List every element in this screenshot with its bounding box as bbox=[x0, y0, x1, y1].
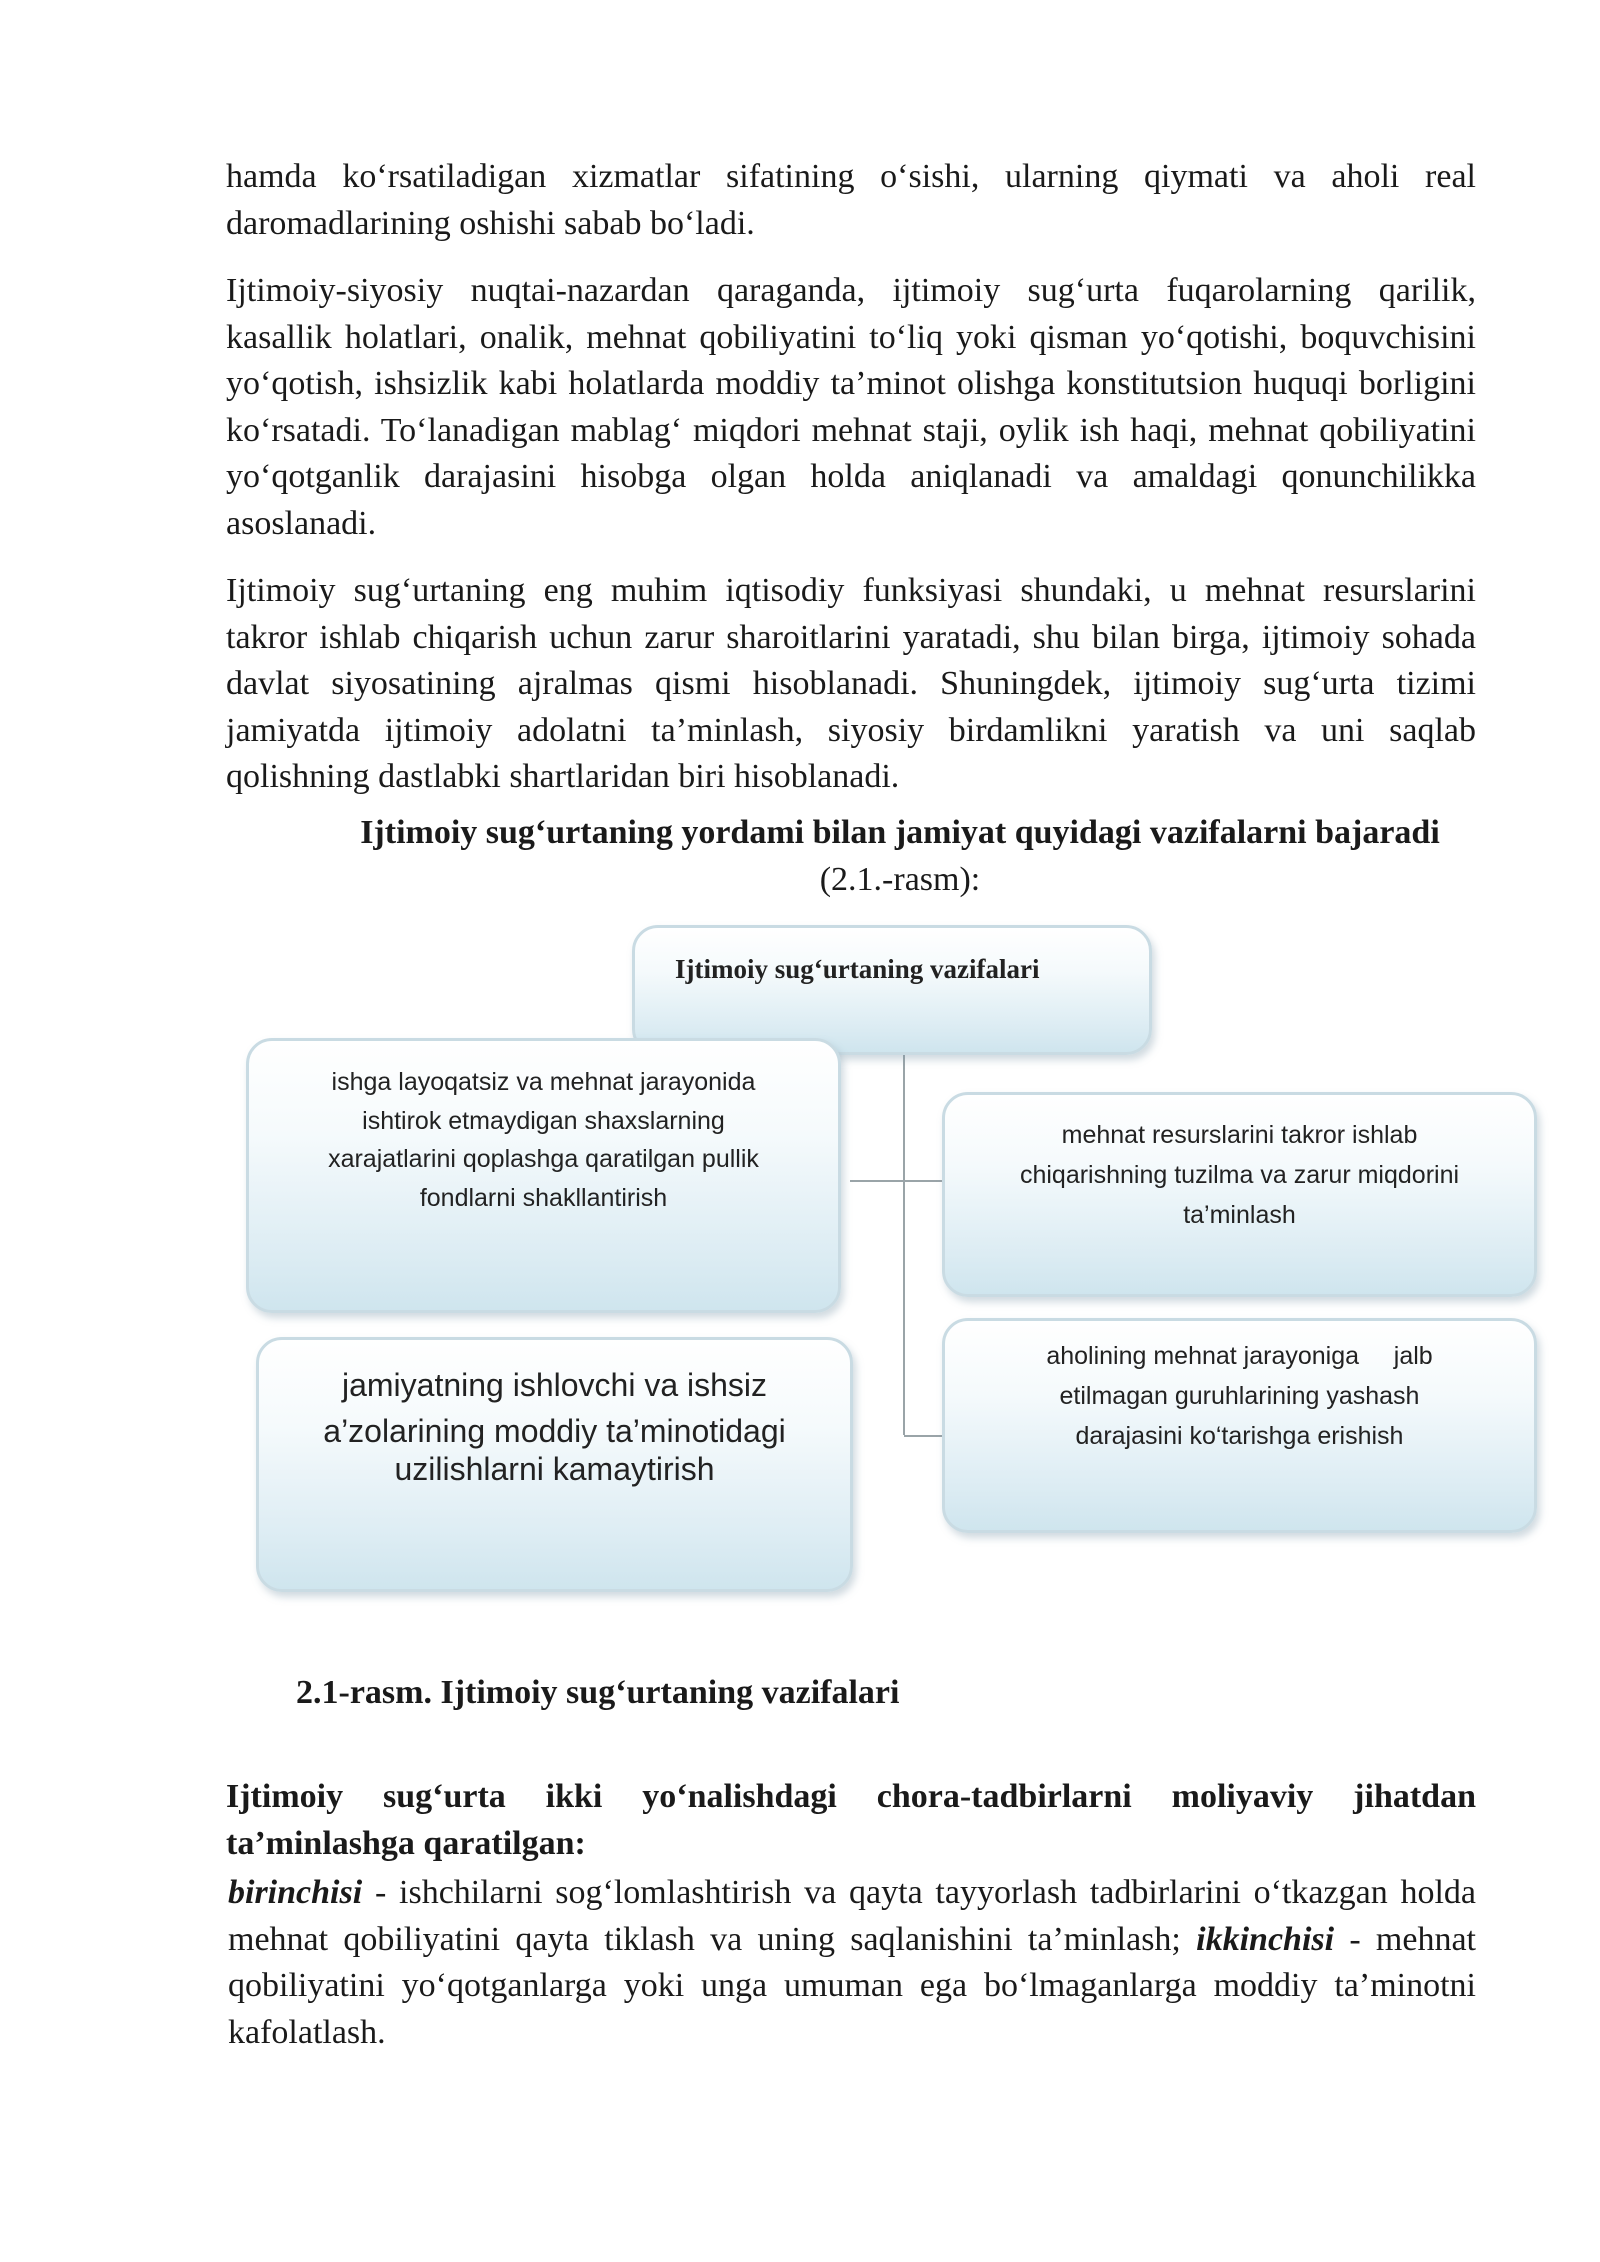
diagram-root-box bbox=[632, 925, 1152, 1055]
paragraph-2: Ijtimoiy-siyosiy nuqtai-nazardan qaraganda, ijtimoiy sug‘urta fuqarolarning qarilik, kasallik holatlari, onalik, mehnat qobiliyatini to‘liq yoki qisman yo‘qotishi, boquvchisini yo‘qotish, ishsizlik kabi holatlarda moddiy ta’minot olishga konstitutsion huquqi borligini ko‘rsatadi. To‘lanadigan mablag‘ miqdori mehnat staji, oylik ish haqi, mehnat qobiliyatini yo‘qotganlik darajasini hisobga olgan holda aniqlanadi va amaldagi qonunchilikka asoslanadi. bbox=[226, 272, 1476, 542]
diagram-box-bottom-left bbox=[256, 1337, 853, 1592]
box-bottom-left-line-2: a’zolarining moddiy ta’minotidagi bbox=[323, 1413, 786, 1449]
box-top-right-line-3: ta’minlash bbox=[1183, 1201, 1296, 1229]
box-bottom-right-line-2: etilmagan guruhlarining yashash bbox=[1059, 1382, 1420, 1410]
box-bottom-right-line-1: aholining mehnat jarayoniga jalb bbox=[1046, 1342, 1433, 1370]
section-heading bbox=[330, 809, 1470, 903]
term-birinchisi: birinchisi bbox=[228, 1874, 363, 1911]
section-heading-ref: (2.1.-rasm): bbox=[819, 861, 981, 898]
second-text: - mehnat qobiliyatini yo‘qotganlarga yoki unga umuman ega bo‘lmaganlarga moddiy ta’minotni kafolatlash. bbox=[228, 1920, 1476, 2051]
diagram-root-label: Ijtimoiy sug‘urtaning vazifalari bbox=[675, 954, 1040, 984]
box-bottom-left-line-3: uzilishlarni kamaytirish bbox=[394, 1451, 715, 1487]
paragraph-1: hamda ko‘rsatiladigan xizmatlar sifatining o‘sishi, ularning qiymati va aholi real daromadlarining oshishi sabab bo‘ladi. bbox=[226, 158, 1476, 242]
box-top-left-line-3: xarajatlarini qoplashga qaratilgan pullik bbox=[328, 1145, 759, 1173]
connector-top-left bbox=[850, 1180, 904, 1182]
diagram-box-bottom-right bbox=[942, 1318, 1537, 1533]
box-top-right-line-2: chiqarishning tuzilma va zarur miqdorini bbox=[1019, 1161, 1460, 1189]
section-heading-bold: Ijtimoiy sug‘urtaning yordami bilan jamiyat quyidagi vazifalarni bajaradi bbox=[360, 814, 1440, 851]
box-top-right-line-1: mehnat resurslarini takror ishlab bbox=[1061, 1121, 1418, 1149]
connector-bottom-right bbox=[904, 1435, 944, 1437]
closing-paragraph bbox=[228, 1870, 1476, 2056]
closing-intro bbox=[226, 1774, 1476, 1867]
box-bottom-right-line-3: darajasini ko‘tarishga erishish bbox=[1075, 1422, 1404, 1450]
box-top-left-line-2: ishtirok etmaydigan shaxslarning bbox=[362, 1106, 725, 1135]
term-ikkinchisi: ikkinchisi bbox=[1196, 1920, 1335, 1958]
figure-caption: 2.1-rasm. Ijtimoiy sug‘urtaning vazifalari bbox=[296, 1674, 900, 1711]
paragraph-3: Ijtimoiy sug‘urtaning eng muhim iqtisodiy funksiyasi shundaki, u mehnat resurslarini takror ishlab chiqarish uchun zarur sharoitlarini yaratadi, shu bilan birga, ijtimoiy sohada davlat siyosatining ajralmas qismi hisoblanadi. Shuningdek, ijtimoiy sug‘urta tizimi jamiyatda ijtimoiy adolatni ta’minlash, siyosiy birdamlikni yaratish va uni saqlab qolishning dastlabki shartlaridan biri hisoblanadi. bbox=[226, 572, 1476, 796]
box-top-left-line-1: ishga layoqatsiz va mehnat jarayonida bbox=[331, 1068, 756, 1096]
diagram-box-top-left bbox=[246, 1038, 841, 1313]
diagram-box-top-right bbox=[942, 1092, 1537, 1297]
first-text: - ishchilarni sog‘lomlashtirish va qayta tayyorlash tadbirlarini o‘tkazgan holda mehnat qobiliyatini qayta tiklash va uning saqlanishini ta’minlash; bbox=[228, 1874, 1476, 1958]
connector-top-right bbox=[904, 1180, 944, 1182]
closing-intro-bold: Ijtimoiy sug‘urta ikki yo‘nalishdagi chora-tadbirlarni moliyaviy jihatdan ta’minlashga qaratilgan: bbox=[226, 1778, 1476, 1862]
box-bottom-left-line-1: jamiyatning ishlovchi va ishsiz bbox=[341, 1367, 768, 1403]
connector-trunk bbox=[903, 1052, 905, 1435]
box-top-left-line-4: fondlarni shakllantirish bbox=[419, 1183, 668, 1212]
